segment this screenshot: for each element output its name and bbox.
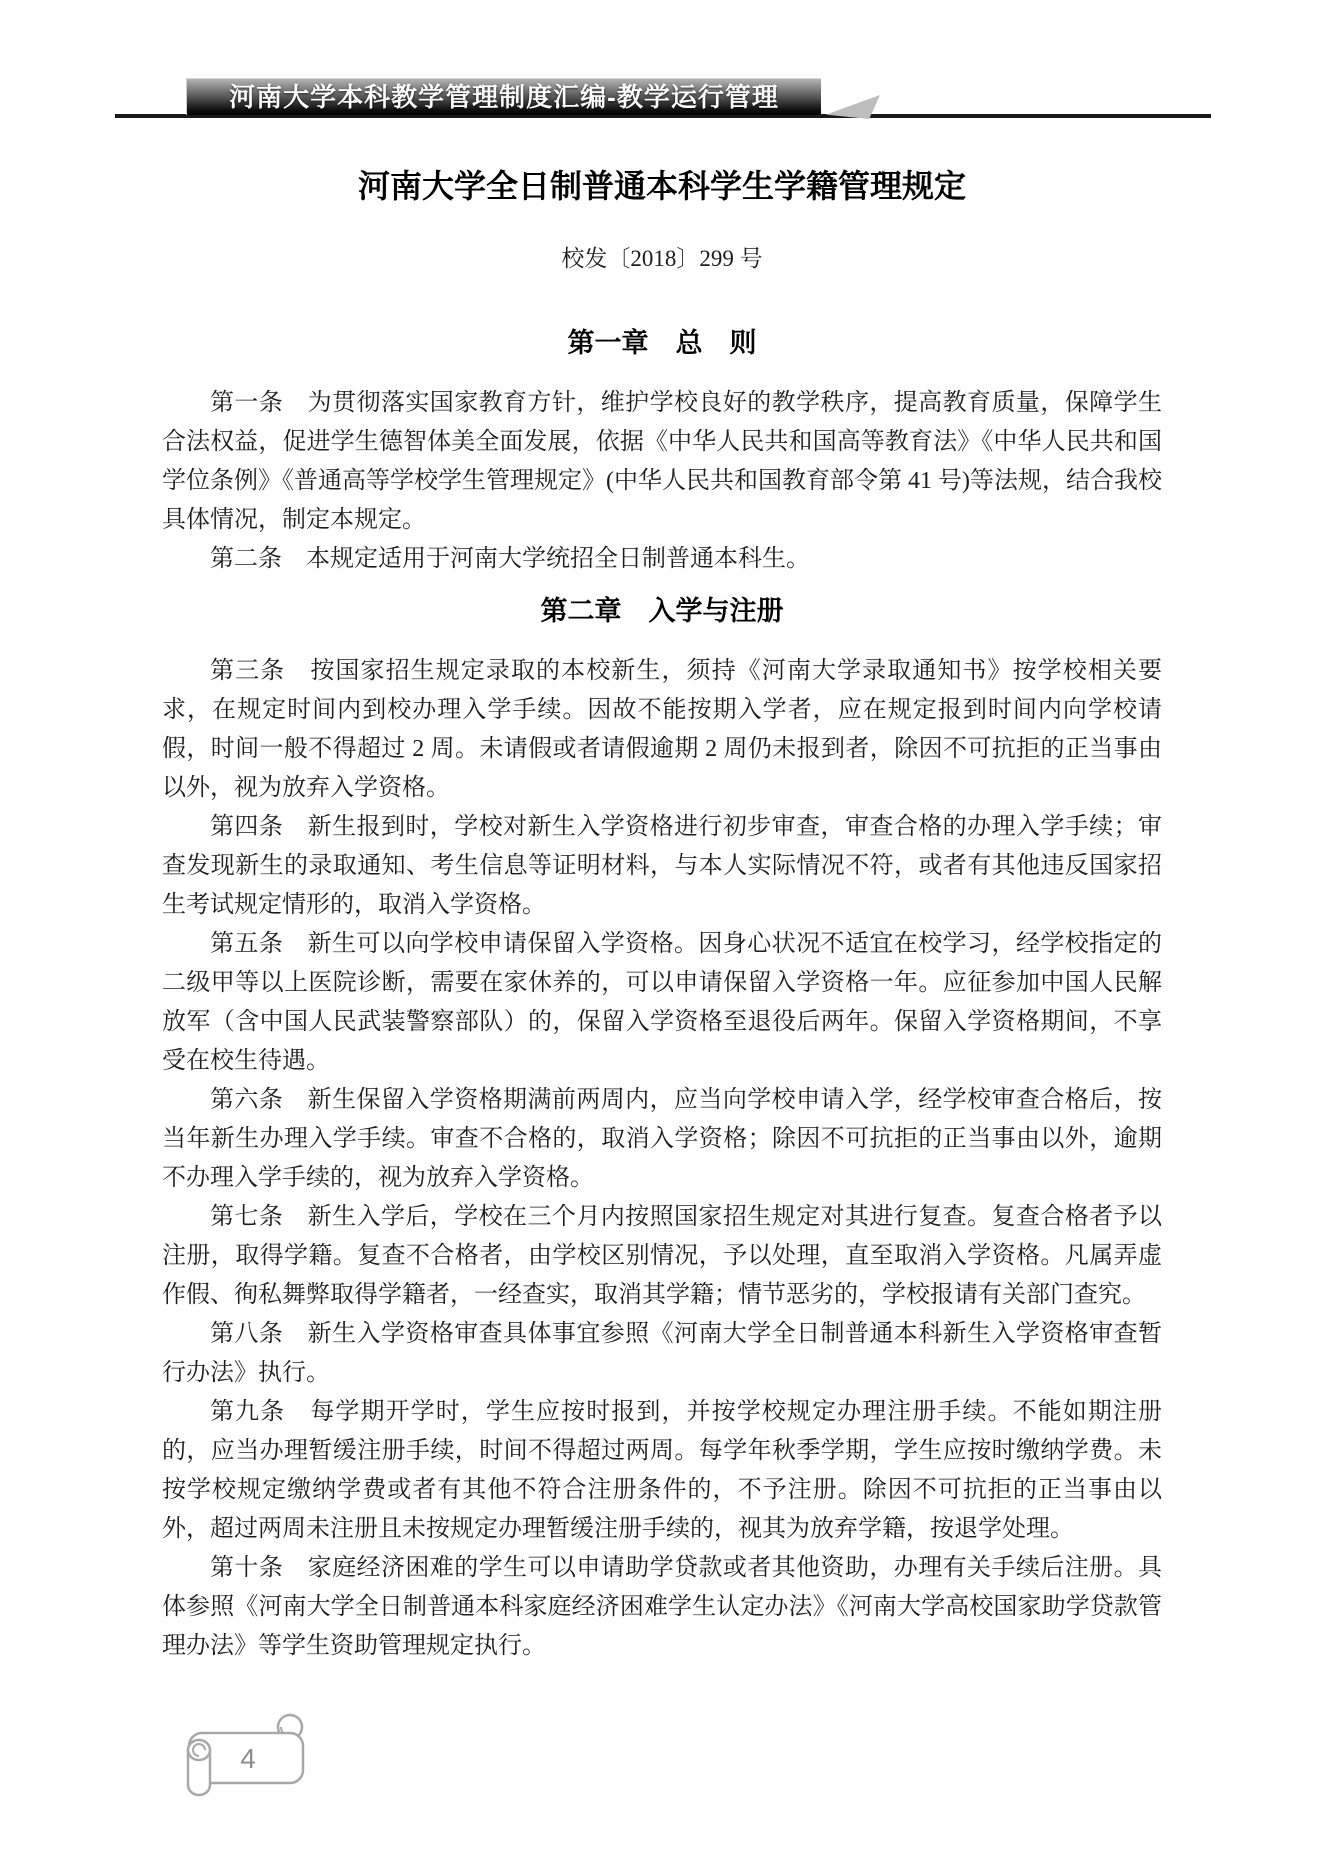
page-number: 4 (240, 1743, 256, 1774)
chapter-2-heading: 第二章 入学与注册 (540, 596, 784, 626)
article-6: 第六条 新生保留入学资格期满前两周内，应当向学校申请入学，经学校审查合格后，按当年新生办理入学手续。审查不合格的，取消入学资格；除因不可抗拒的正当事由以外，逾期不办理入学手续的，视为放弃入学资格。 (162, 1087, 1162, 1191)
document-body (162, 168, 1162, 1666)
article-9: 第九条 每学期开学时，学生应按时报到，并按学校规定办理注册手续。不能如期注册的，应当办理暂缓注册手续，时间不得超过两周。每学年秋季学期，学生应按时缴纳学费。未按学校规定缴纳学费或者有其他不符合注册条件的，不予注册。除因不可抗拒的正当事由以外，超过两周未注册且未按规定办理暂缓注册手续的，视其为放弃学籍，按退学处理。 (162, 1399, 1162, 1542)
page-title: 河南大学全日制普通本科学生学籍管理规定 (357, 168, 966, 204)
scroll-icon (186, 1712, 308, 1804)
page-footer (186, 1712, 308, 1809)
article-2: 第二条 本规定适用于河南大学统招全日制普通本科生。 (210, 546, 810, 572)
doc-number: 校发〔2018〕299 号 (561, 246, 763, 271)
article-8: 第八条 新生入学资格审查具体事宜参照《河南大学全日制普通本科新生入学资格审查暂行办法》执行。 (162, 1321, 1162, 1386)
header-banner-label: 河南大学本科教学管理制度汇编-教学运行管理 (229, 82, 779, 112)
chapter-1-heading: 第一章 总 则 (567, 328, 757, 358)
article-5: 第五条 新生可以向学校申请保留入学资格。因身心状况不适宜在校学习，经学校指定的二级甲等以上医院诊断，需要在家休养的，可以申请保留入学资格一年。应征参加中国人民解放军（含中国人民武装警察部队）的，保留入学资格至退役后两年。保留入学资格期间，不享受在校生待遇。 (162, 931, 1162, 1074)
article-10: 第十条 家庭经济困难的学生可以申请助学贷款或者其他资助，办理有关手续后注册。具体参照《河南大学全日制普通本科家庭经济困难学生认定办法》《河南大学高校国家助学贷款管理办法》等学生资助管理规定执行。 (162, 1555, 1162, 1659)
article-3: 第三条 按国家招生规定录取的本校新生，须持《河南大学录取通知书》按学校相关要求，在规定时间内到校办理入学手续。因故不能按期入学者，应在规定报到时间内向学校请假，时间一般不得超过 2 周。未请假或者请假逾期 2 周仍未报到者，除因不可抗拒的正当事由以外，视为放弃入学资格。 (162, 658, 1162, 801)
article-7: 第七条 新生入学后，学校在三个月内按照国家招生规定对其进行复查。复查合格者予以注册，取得学籍。复查不合格者，由学校区别情况，予以处理，直至取消入学资格。凡属弄虚作假、徇私舞弊取得学籍者，一经查实，取消其学籍；情节恶劣的，学校报请有关部门查究。 (162, 1204, 1162, 1308)
article-4: 第四条 新生报到时，学校对新生入学资格进行初步审查，审查合格的办理入学手续；审查发现新生的录取通知、考生信息等证明材料，与本人实际情况不符，或者有其他违反国家招生考试规定情形的，取消入学资格。 (162, 814, 1162, 918)
article-1: 第一条 为贯彻落实国家教育方针，维护学校良好的教学秩序，提高教育质量，保障学生合法权益，促进学生德智体美全面发展，依据《中华人民共和国高等教育法》《中华人民共和国学位条例》《普通高等学校学生管理规定》(中华人民共和国教育部令第 41 号)等法规，结合我校具体情况，制定本规定。 (162, 390, 1162, 533)
header-banner (186, 78, 821, 115)
